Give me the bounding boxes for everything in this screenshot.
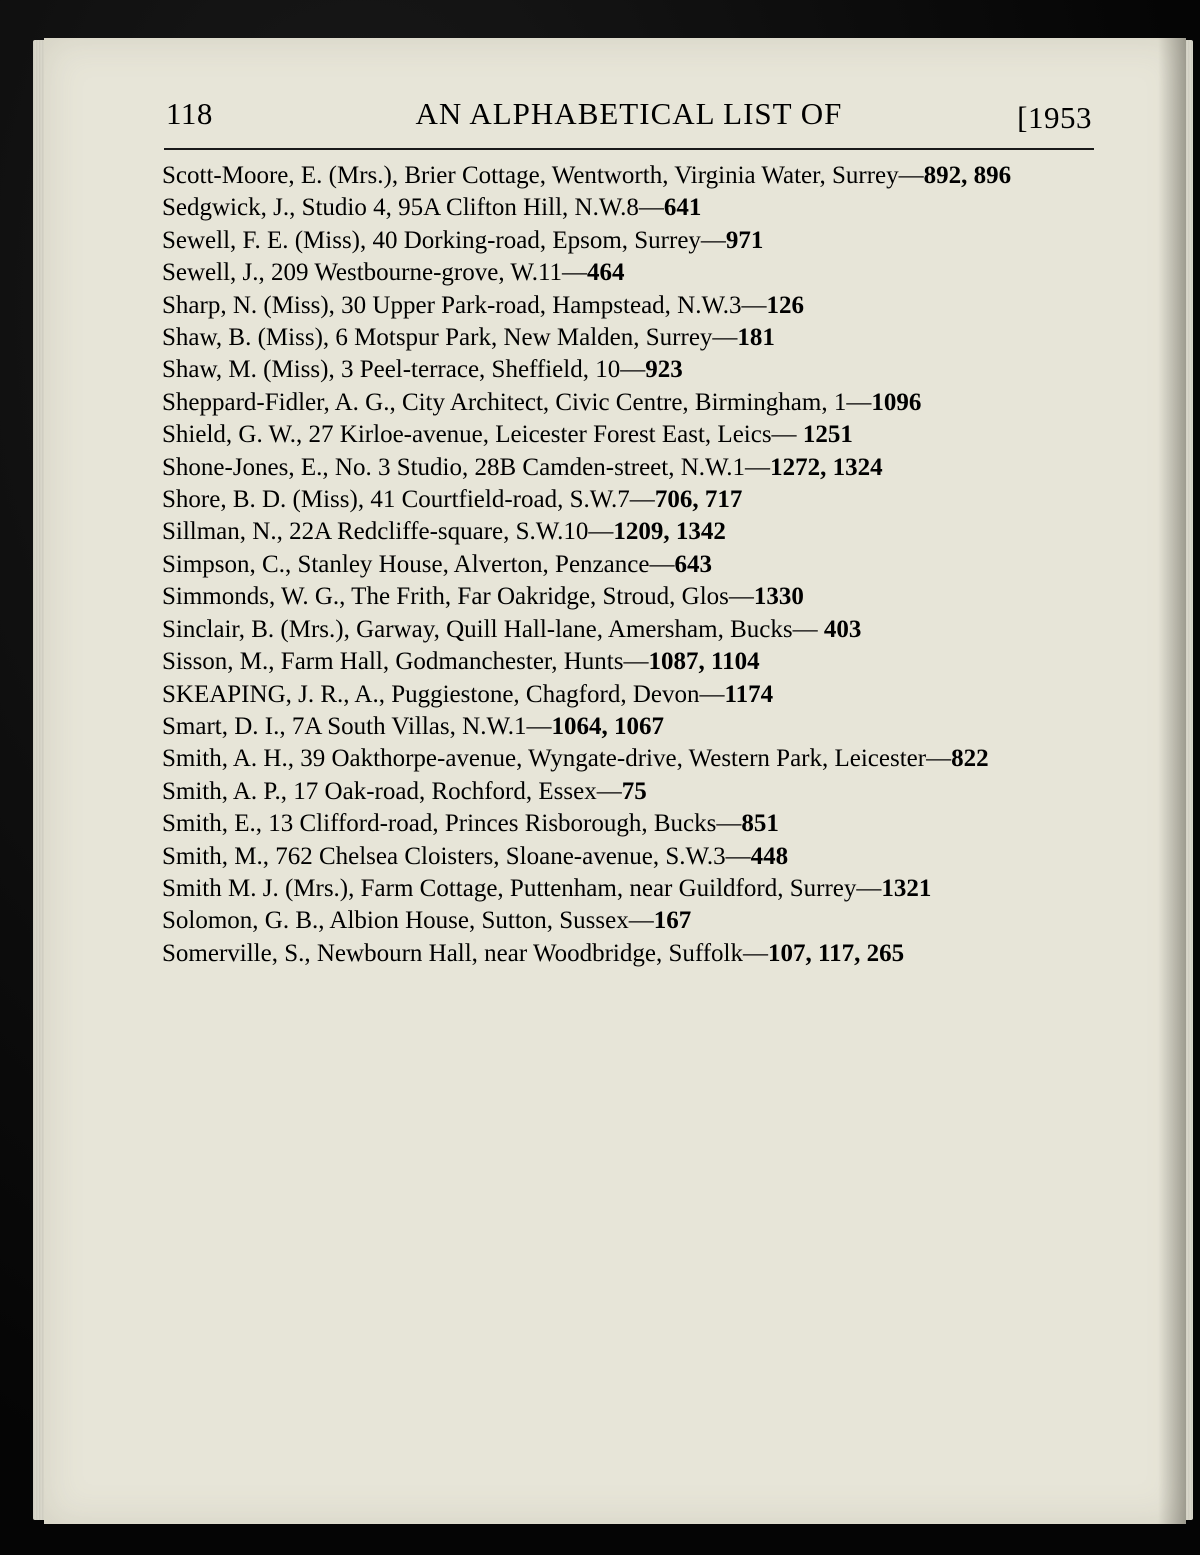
list-item: Sharp, N. (Miss), 30 Upper Park-road, Hampstead, N.W.3—126 [162,291,805,319]
list-item: Simpson, C., Stanley House, Alverton, Penzance—643 [162,550,712,578]
entry-numbers: 107, 117, 265 [768,939,905,967]
entry-numbers: 706, 717 [654,486,743,514]
entry-numbers: 643 [674,550,712,578]
entry-numbers: 971 [725,226,764,254]
entry-numbers: 641 [663,194,702,222]
entry-numbers: 1330 [753,583,804,611]
list-item: Sisson, M., Farm Hall, Godmanchester, Hunts—1087, 1104 [162,648,760,676]
list-item: Scott-Moore, E. (Mrs.), Brier Cottage, Wentworth, Virginia Water, Surrey—892, 896 [162,162,1012,189]
entry-numbers: 1251 [802,421,853,449]
list-item: Smith, A. P., 17 Oak-road, Rochford, Essex—75 [162,777,647,805]
entry-numbers: 448 [750,842,789,870]
entry-numbers: 892, 896 [923,162,1012,189]
entry-numbers: 851 [741,810,779,838]
list-item: Simmonds, W. G., The Frith, Far Oakridge, Stroud, Glos—1330 [162,583,804,611]
list-item: Smith M. J. (Mrs.), Farm Cottage, Puttenham, near Guildford, Surrey—1321 [162,874,932,902]
entry-numbers: 1096 [871,388,922,416]
list-item: Somerville, S., Newbourn Hall, near Woodbridge, Suffolk—107, 117, 265 [162,939,905,967]
entry-numbers: 1321 [881,874,932,902]
page-number: 118 [166,96,213,131]
list-item: Smith, E., 13 Clifford-road, Princes Risborough, Bucks—851 [162,810,779,838]
entry-list [162,160,1102,970]
entry-numbers: 923 [645,356,683,384]
list-item: Shone-Jones, E., No. 3 Studio, 28B Camden-street, N.W.1—1272, 1324 [162,453,883,481]
list-item: Smith, A. H., 39 Oakthorpe-avenue, Wyngate-drive, Western Park, Leicester—822 [162,745,989,773]
page-title: AN ALPHABETICAL LIST OF [415,96,843,131]
entry-numbers: 167 [653,907,692,935]
list-item: Sheppard-Fidler, A. G., City Architect, Civic Centre, Birmingham, 1—1096 [162,388,922,416]
list-item: Shaw, B. (Miss), 6 Motspur Park, New Malden, Surrey—181 [162,324,775,352]
list-item: Shaw, M. (Miss), 3 Peel-terrace, Sheffield, 10—923 [162,356,683,384]
entry-numbers: 75 [621,777,647,805]
entry-numbers: 822 [951,745,989,773]
entry-numbers: 1209, 1342 [613,518,726,546]
entry-numbers: 464 [587,259,625,287]
list-item: Shield, G. W., 27 Kirloe-avenue, Leicester Forest East, Leics— 1251 [162,421,853,449]
list-item: Sewell, J., 209 Westbourne-grove, W.11—464 [162,259,625,287]
list-item: SKEAPING, J. R., A., Puggiestone, Chagford, Devon—1174 [162,680,774,708]
list-item: Sedgwick, J., Studio 4, 95A Clifton Hill, N.W.8—641 [162,194,702,222]
list-item: Sewell, F. E. (Miss), 40 Dorking-road, Epsom, Surrey—971 [162,226,764,254]
list-item: Shore, B. D. (Miss), 41 Courtfield-road, S.W.7—706, 717 [162,486,743,514]
list-item: Sinclair, B. (Mrs.), Garway, Quill Hall-lane, Amersham, Bucks— 403 [162,615,862,643]
entry-numbers: 1087, 1104 [648,648,760,676]
header-year: [1953 [1017,100,1092,135]
list-item: Smith, M., 762 Chelsea Cloisters, Sloane-avenue, S.W.3—448 [162,842,789,870]
entry-numbers: 126 [766,291,805,319]
page-gutter-shadow [1158,38,1186,1524]
running-header [166,96,1092,146]
list-item: Sillman, N., 22A Redcliffe-square, S.W.10—1209, 1342 [162,518,726,546]
entry-numbers: 181 [737,324,775,352]
header-rule [164,148,1094,150]
entry-numbers: 403 [823,615,862,643]
entry-numbers: 1064, 1067 [551,712,664,740]
list-item: Smart, D. I., 7A South Villas, N.W.1—1064, 1067 [162,712,664,740]
entry-numbers: 1174 [724,680,774,708]
list-item: Solomon, G. B., Albion House, Sutton, Sussex—167 [162,907,692,935]
entry-numbers: 1272, 1324 [770,453,883,481]
